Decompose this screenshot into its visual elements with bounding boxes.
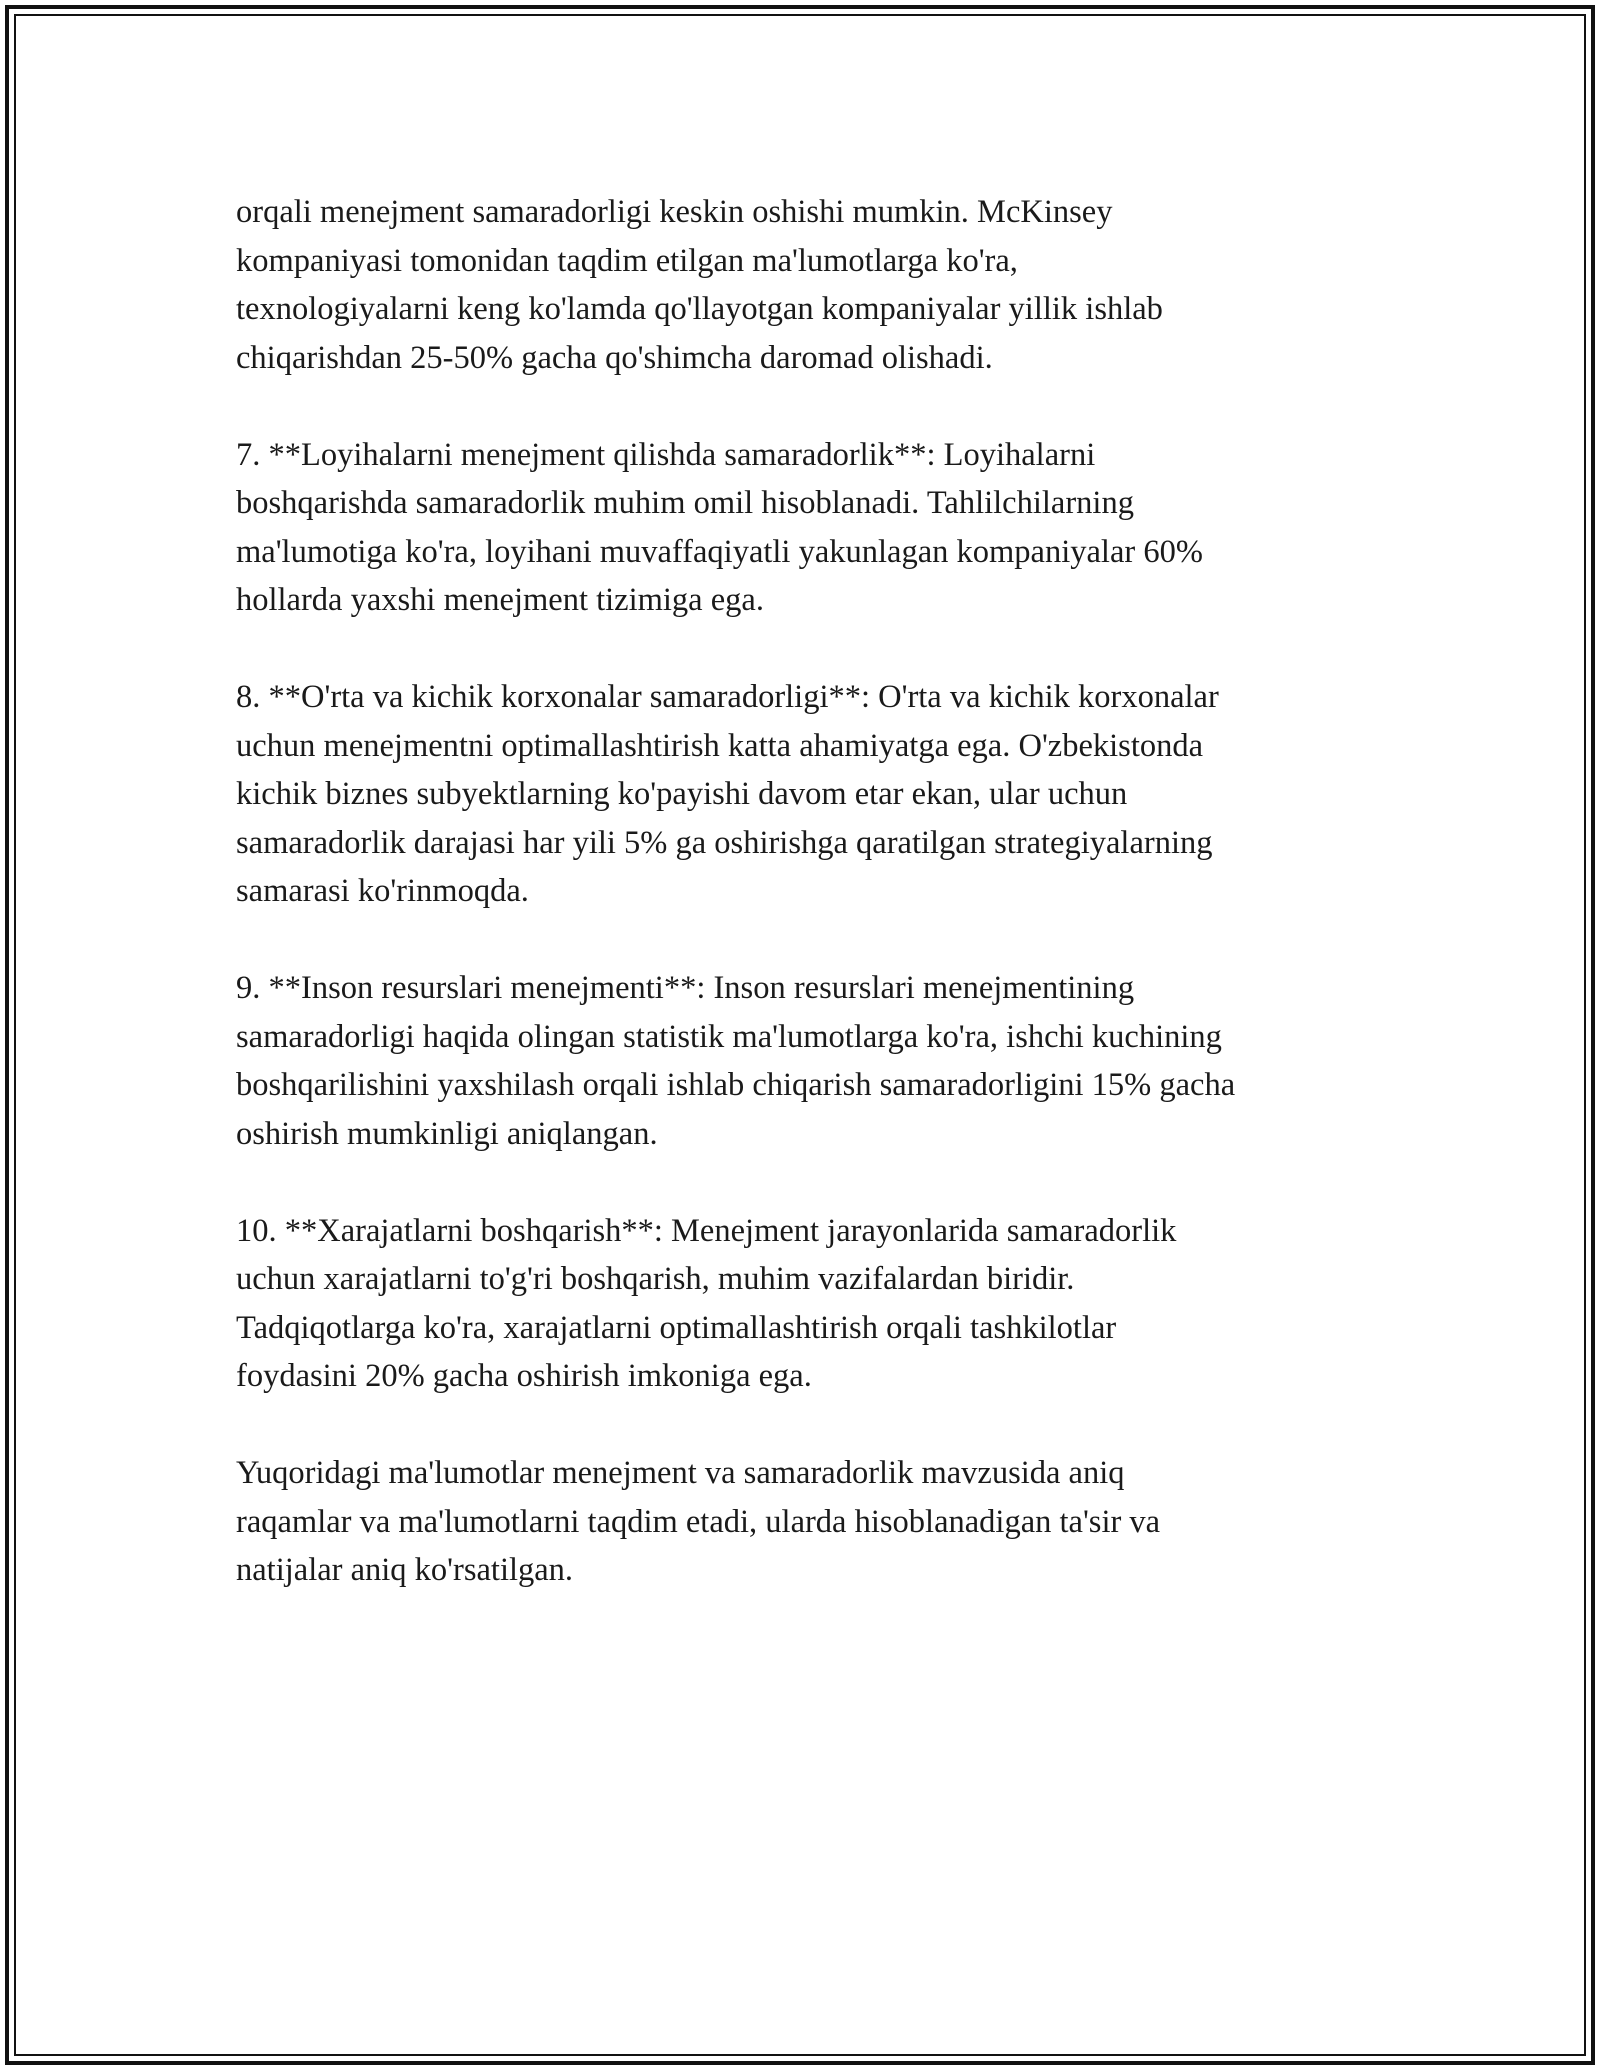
paragraph-item-9 xyxy=(236,964,1386,1158)
text-line: samarasi ko'rinmoqda. xyxy=(236,873,529,909)
paragraph-item-8 xyxy=(236,673,1386,916)
text-line: Tadqiqotlarga ko'ra, xarajatlarni optimallashtirish orqali tashkilotlar xyxy=(236,1309,1117,1346)
text-line: 8. **O'rta va kichik korxonalar samaradorligi**: O'rta va kichik korxonalar xyxy=(236,679,1219,715)
text-line: foydasini 20% gacha oshirish imkoniga ega. xyxy=(236,1358,812,1394)
text-line: uchun menejmentni optimallashtirish katta ahamiyatga ega. O'zbekistonda xyxy=(236,727,1204,764)
text-line: orqali menejment samaradorligi keskin oshishi mumkin. McKinsey xyxy=(236,194,1113,230)
text-line: oshirish mumkinligi aniqlangan. xyxy=(236,1115,658,1152)
paragraph-item-7 xyxy=(236,431,1386,625)
paragraph-conclusion xyxy=(236,1449,1386,1595)
text-line: ma'lumotiga ko'ra, loyihani muvaffaqiyatli yakunlagan kompaniyalar 60% xyxy=(236,533,1203,570)
text-line: chiqarishdan 25-50% gacha qo'shimcha daromad olishadi. xyxy=(236,339,993,376)
text-line: texnologiyalarni keng ko'lamda qo'llayotgan kompaniyalar yillik ishlab xyxy=(236,291,1163,327)
text-line: hollarda yaxshi menejment tizimiga ega. xyxy=(236,582,764,618)
text-line: Yuqoridagi ma'lumotlar menejment va samaradorlik mavzusida aniq xyxy=(236,1455,1125,1491)
text-line: 7. **Loyihalarni menejment qilishda samaradorlik**: Loyihalarni xyxy=(236,436,1096,473)
text-line: natijalar aniq ko'rsatilgan. xyxy=(236,1552,574,1588)
text-line: samaradorlik darajasi har yili 5% ga oshirishga qaratilgan strategiyalarning xyxy=(236,824,1213,861)
text-line: 9. **Inson resurslari menejmenti**: Inson resurslari menejmentining xyxy=(236,970,1135,1006)
text-line: boshqarishda samaradorlik muhim omil hisoblanadi. Tahlilchilarning xyxy=(236,485,1134,521)
text-line: raqamlar va ma'lumotlarni taqdim etadi, ularda hisoblanadigan ta'sir va xyxy=(236,1503,1161,1540)
text-line: uchun xarajatlarni to'g'ri boshqarish, muhim vazifalardan biridir. xyxy=(236,1261,1075,1297)
text-line: kompaniyasi tomonidan taqdim etilgan ma'lumotlarga ko'ra, xyxy=(236,242,1018,279)
text-line: samaradorligi haqida olingan statistik ma'lumotlarga ko'ra, ishchi kuchining xyxy=(236,1018,1222,1055)
text-line: boshqarilishini yaxshilash orqali ishlab chiqarish samaradorligini 15% gacha xyxy=(236,1067,1236,1103)
paragraph-continuation xyxy=(236,188,1386,382)
text-line: kichik biznes subyektlarning ko'payishi davom etar ekan, ular uchun xyxy=(236,776,1128,812)
text-line: 10. **Xarajatlarni boshqarish**: Menejment jarayonlarida samaradorlik xyxy=(236,1212,1177,1249)
document-body xyxy=(236,188,1386,1595)
paragraph-item-10 xyxy=(236,1207,1386,1401)
